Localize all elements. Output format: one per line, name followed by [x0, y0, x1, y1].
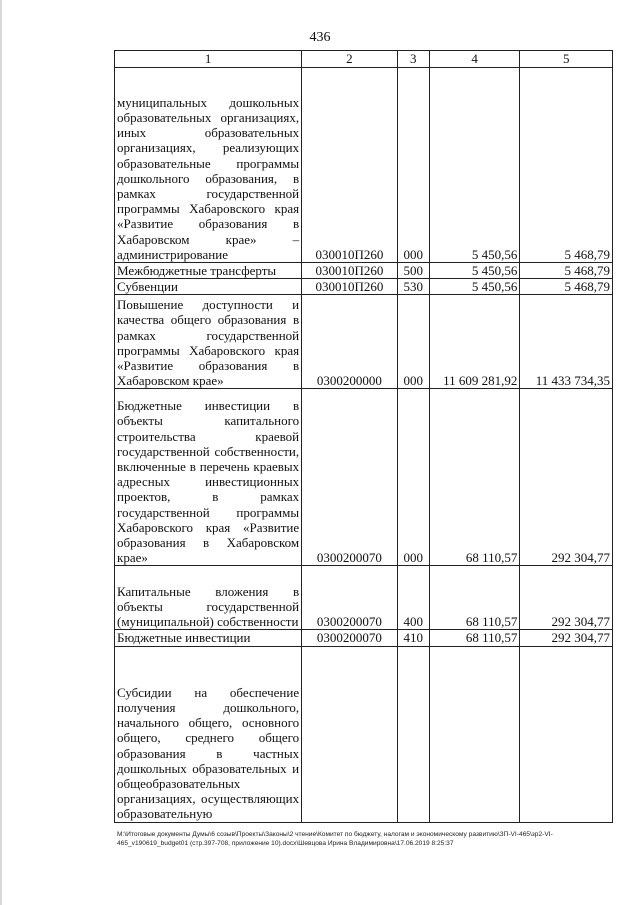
row-name: муниципальных дошкольных образовательных организациях, иных образовательных организациях, реализующих образовательные программы дошкольного образования, в рамках государственной программы Хабаровского края «Развитие образования в Хабаровском крае» – администрирование: [115, 68, 302, 263]
row-value-1: [429, 646, 520, 822]
row-value-1: 68 110,57: [429, 566, 520, 630]
row-code: 030010П260: [302, 263, 398, 279]
table-row: [115, 295, 613, 389]
row-value-2: 292 304,77: [520, 389, 613, 566]
table-row: [115, 68, 613, 263]
row-code: 0300200070: [302, 389, 398, 566]
row-type: 410: [397, 630, 429, 646]
row-value-2: 11 433 734,35: [520, 295, 613, 389]
column-header-2: 2: [302, 51, 398, 68]
table-row: [115, 263, 613, 279]
column-header-4: 4: [429, 51, 520, 68]
row-type: 530: [397, 279, 429, 295]
row-type: 000: [397, 295, 429, 389]
column-header-1: 1: [115, 51, 302, 68]
page-number: 436: [309, 30, 331, 45]
row-code: [302, 646, 398, 822]
scan-edge: [0, 0, 2, 905]
row-code: 0300200070: [302, 566, 398, 630]
row-value-1: 68 110,57: [429, 630, 520, 646]
row-type: 000: [397, 68, 429, 263]
row-name: Субвенции: [115, 279, 302, 295]
row-value-2: 292 304,77: [520, 630, 613, 646]
row-value-2: [520, 646, 613, 822]
row-name: Повышение доступности и качества общего образования в рамках государственной программы Хабаровского края «Развитие образования в Хабаровском крае»: [115, 295, 302, 389]
row-type: 400: [397, 566, 429, 630]
row-value-2: 5 468,79: [520, 263, 613, 279]
table-row: [115, 566, 613, 630]
column-header-3: 3: [397, 51, 429, 68]
row-value-1: 11 609 281,92: [429, 295, 520, 389]
row-name: Субсидии на обеспечение получения дошкольного, начального общего, основного общего, среднего общего образования в частных дошкольных образовательных и общеобразовательных организациях, осуществляющих образовательную: [115, 646, 302, 822]
row-type: 500: [397, 263, 429, 279]
table-row: [115, 389, 613, 566]
row-value-1: 5 450,56: [429, 68, 520, 263]
row-value-2: 292 304,77: [520, 566, 613, 630]
row-name: Бюджетные инвестиции: [115, 630, 302, 646]
row-value-2: 5 468,79: [520, 68, 613, 263]
table-row: [115, 279, 613, 295]
row-type: 000: [397, 389, 429, 566]
row-code: 0300200000: [302, 295, 398, 389]
column-header-5: 5: [520, 51, 613, 68]
table-row: [115, 646, 613, 822]
row-value-2: 5 468,79: [520, 279, 613, 295]
table-header-row: [115, 51, 613, 68]
row-code: 030010П260: [302, 68, 398, 263]
row-value-1: 5 450,56: [429, 279, 520, 295]
row-code: 0300200070: [302, 630, 398, 646]
row-name: Капитальные вложения в объекты государственной (муниципальной) собственности: [115, 566, 302, 630]
row-value-1: 68 110,57: [429, 389, 520, 566]
row-name: Межбюджетные трансферты: [115, 263, 302, 279]
table-row: [115, 630, 613, 646]
row-type: [397, 646, 429, 822]
budget-table: [114, 50, 613, 823]
row-code: 030010П260: [302, 279, 398, 295]
row-value-1: 5 450,56: [429, 263, 520, 279]
document-path-footer: M:\Итоговые документы Думы\6 созыв\Проекты\Законы\2 чтение\Комитет по бюджету, налогам и экономическому развитию\ЗП-VI-465\зр2-VI-465_v190619_budget01 (стр.397-708, приложение 10).docx\Шевцова Ирина Владимировна\17.06.2019 8:25:37: [117, 831, 553, 847]
row-name: Бюджетные инвестиции в объекты капитального строительства краевой государственной собственности, включенные в перечень краевых адресных инвестиционных проектов, в рамках государственной программы Хабаровского края «Развитие образования в Хабаровском крае»: [115, 389, 302, 566]
